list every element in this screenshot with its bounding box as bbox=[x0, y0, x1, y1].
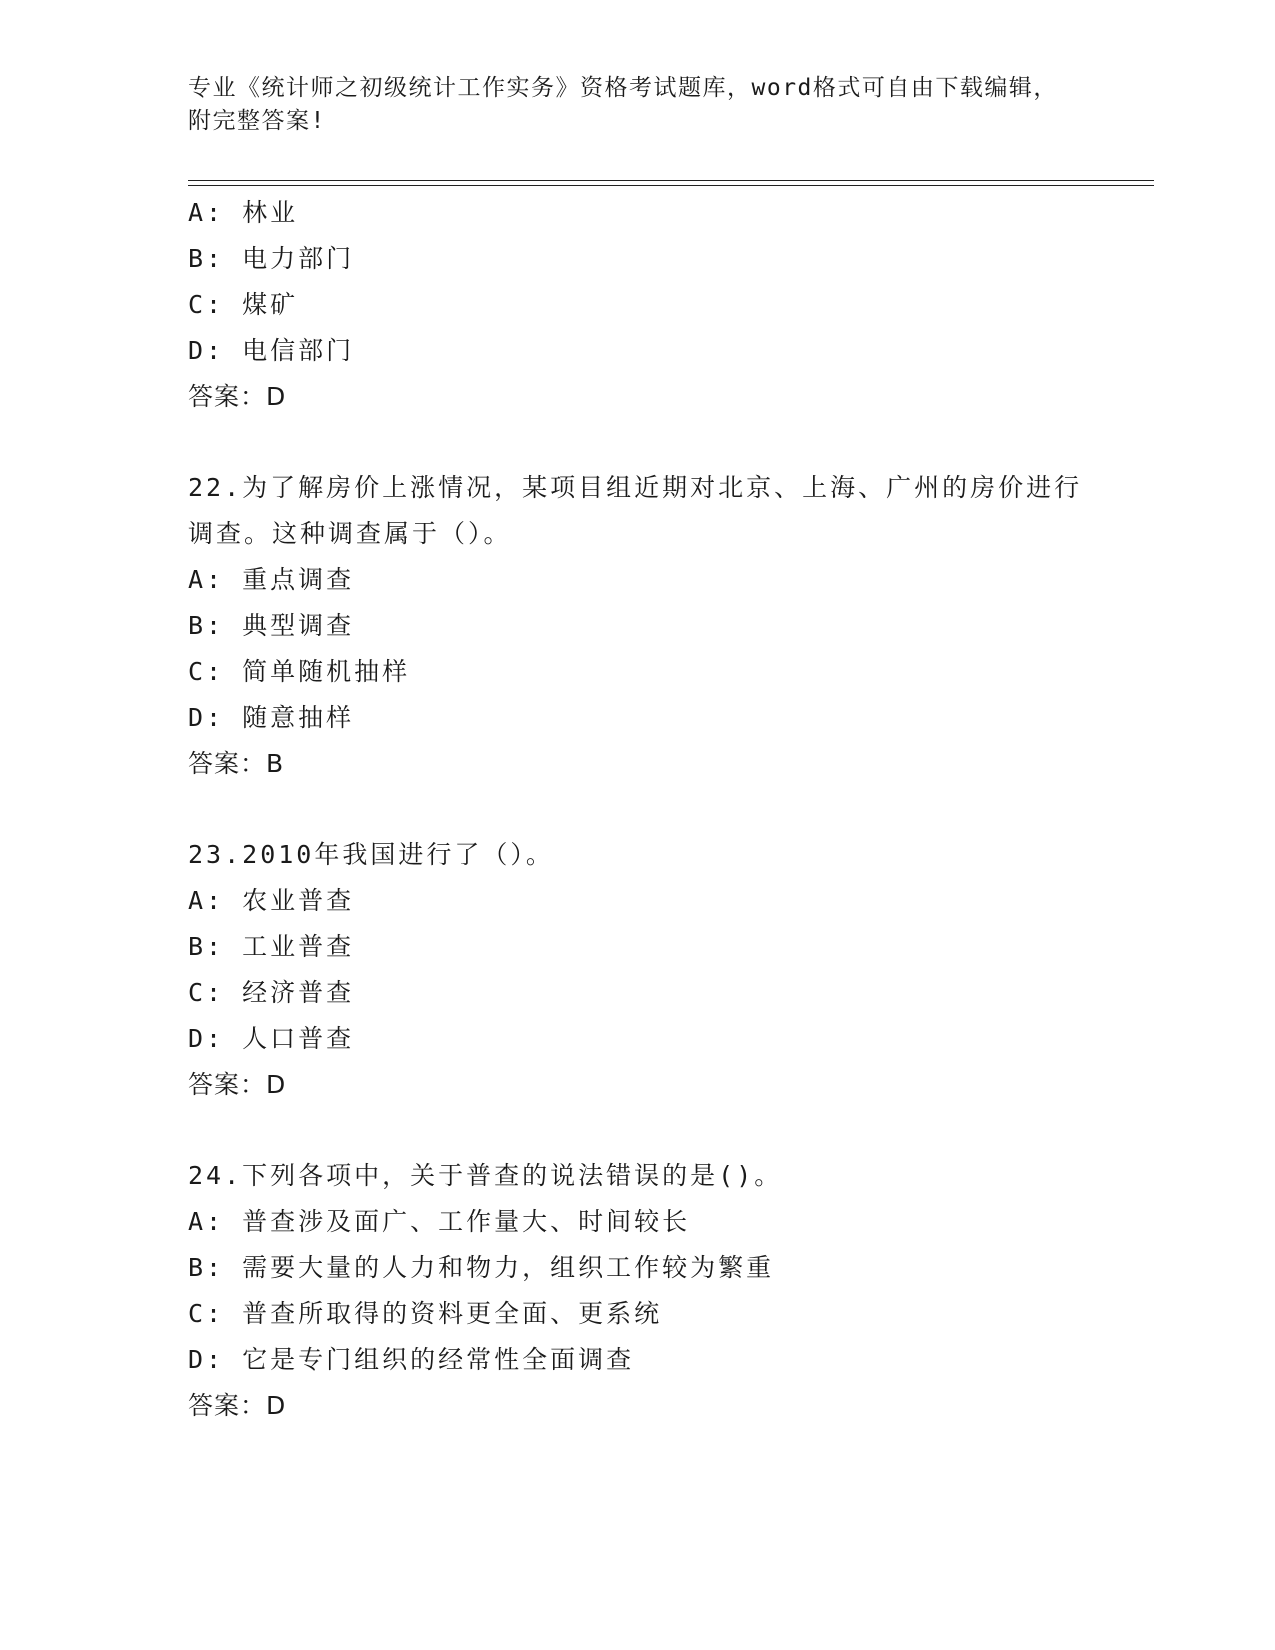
option-key: A: bbox=[188, 886, 225, 915]
option-key: C: bbox=[188, 1299, 225, 1328]
option-text: 需要大量的人力和物力，组织工作较为繁重 bbox=[242, 1253, 775, 1282]
option-key: B: bbox=[188, 611, 225, 640]
option-a bbox=[188, 878, 1138, 924]
option-key: B: bbox=[188, 932, 225, 961]
option-c bbox=[188, 970, 1138, 1016]
option-a bbox=[188, 190, 1138, 236]
option-b bbox=[188, 1245, 1138, 1291]
option-text: 煤矿 bbox=[242, 290, 299, 319]
option-key: B: bbox=[188, 244, 225, 273]
answer-line: 答案：D bbox=[188, 1391, 287, 1420]
option-text: 典型调查 bbox=[242, 611, 355, 640]
spacer bbox=[188, 787, 1138, 832]
option-key: D: bbox=[188, 1024, 225, 1053]
question-23 bbox=[188, 832, 1138, 1108]
option-key: A: bbox=[188, 198, 225, 227]
option-b bbox=[188, 236, 1138, 282]
option-key: A: bbox=[188, 565, 225, 594]
option-a bbox=[188, 1199, 1138, 1245]
option-b bbox=[188, 924, 1138, 970]
spacer bbox=[188, 420, 1138, 465]
option-text: 林业 bbox=[242, 198, 299, 227]
question-text: 23.2010年我国进行了（）。 bbox=[188, 840, 554, 869]
question-24 bbox=[188, 1153, 1138, 1429]
option-text: 人口普查 bbox=[242, 1024, 355, 1053]
option-key: A: bbox=[188, 1207, 225, 1236]
option-b bbox=[188, 603, 1138, 649]
option-text: 随意抽样 bbox=[242, 703, 355, 732]
answer-line: 答案：B bbox=[188, 749, 285, 778]
option-text: 普查涉及面广、工作量大、时间较长 bbox=[242, 1207, 691, 1236]
option-a bbox=[188, 557, 1138, 603]
option-text: 重点调查 bbox=[242, 565, 355, 594]
option-text: 它是专门组织的经常性全面调查 bbox=[242, 1345, 635, 1374]
header-line-1: 专业《统计师之初级统计工作实务》资格考试题库，word格式可自由下载编辑， bbox=[188, 75, 1058, 101]
spacer bbox=[188, 1108, 1138, 1153]
option-text: 农业普查 bbox=[242, 886, 355, 915]
option-key: C: bbox=[188, 290, 225, 319]
option-text: 简单随机抽样 bbox=[242, 657, 411, 686]
question-text: 22.为了解房价上涨情况，某项目组近期对北京、上海、广州的房价进行调查。这种调查属于（）。 bbox=[188, 473, 1083, 548]
option-d bbox=[188, 328, 1138, 374]
option-d bbox=[188, 1016, 1138, 1062]
option-key: B: bbox=[188, 1253, 225, 1282]
option-c bbox=[188, 282, 1138, 328]
option-key: D: bbox=[188, 1345, 225, 1374]
option-key: C: bbox=[188, 978, 225, 1007]
header-divider-bottom bbox=[188, 185, 1154, 186]
option-key: D: bbox=[188, 703, 225, 732]
option-d bbox=[188, 1337, 1138, 1383]
document-header bbox=[188, 72, 1088, 138]
option-key: C: bbox=[188, 657, 225, 686]
answer-line: 答案：D bbox=[188, 382, 287, 411]
option-c bbox=[188, 649, 1138, 695]
option-text: 工业普查 bbox=[242, 932, 355, 961]
question-21 bbox=[188, 190, 1138, 420]
option-key: D: bbox=[188, 336, 225, 365]
option-text: 电力部门 bbox=[242, 244, 355, 273]
header-line-2: 附完整答案! bbox=[188, 108, 326, 134]
option-text: 经济普查 bbox=[242, 978, 355, 1007]
header-divider-top bbox=[188, 180, 1154, 181]
option-text: 普查所取得的资料更全面、更系统 bbox=[242, 1299, 663, 1328]
option-c bbox=[188, 1291, 1138, 1337]
option-d bbox=[188, 695, 1138, 741]
question-list bbox=[188, 190, 1138, 1429]
option-text: 电信部门 bbox=[242, 336, 355, 365]
question-text: 24.下列各项中，关于普查的说法错误的是()。 bbox=[188, 1161, 783, 1190]
answer-line: 答案：D bbox=[188, 1070, 287, 1099]
question-22 bbox=[188, 465, 1138, 787]
